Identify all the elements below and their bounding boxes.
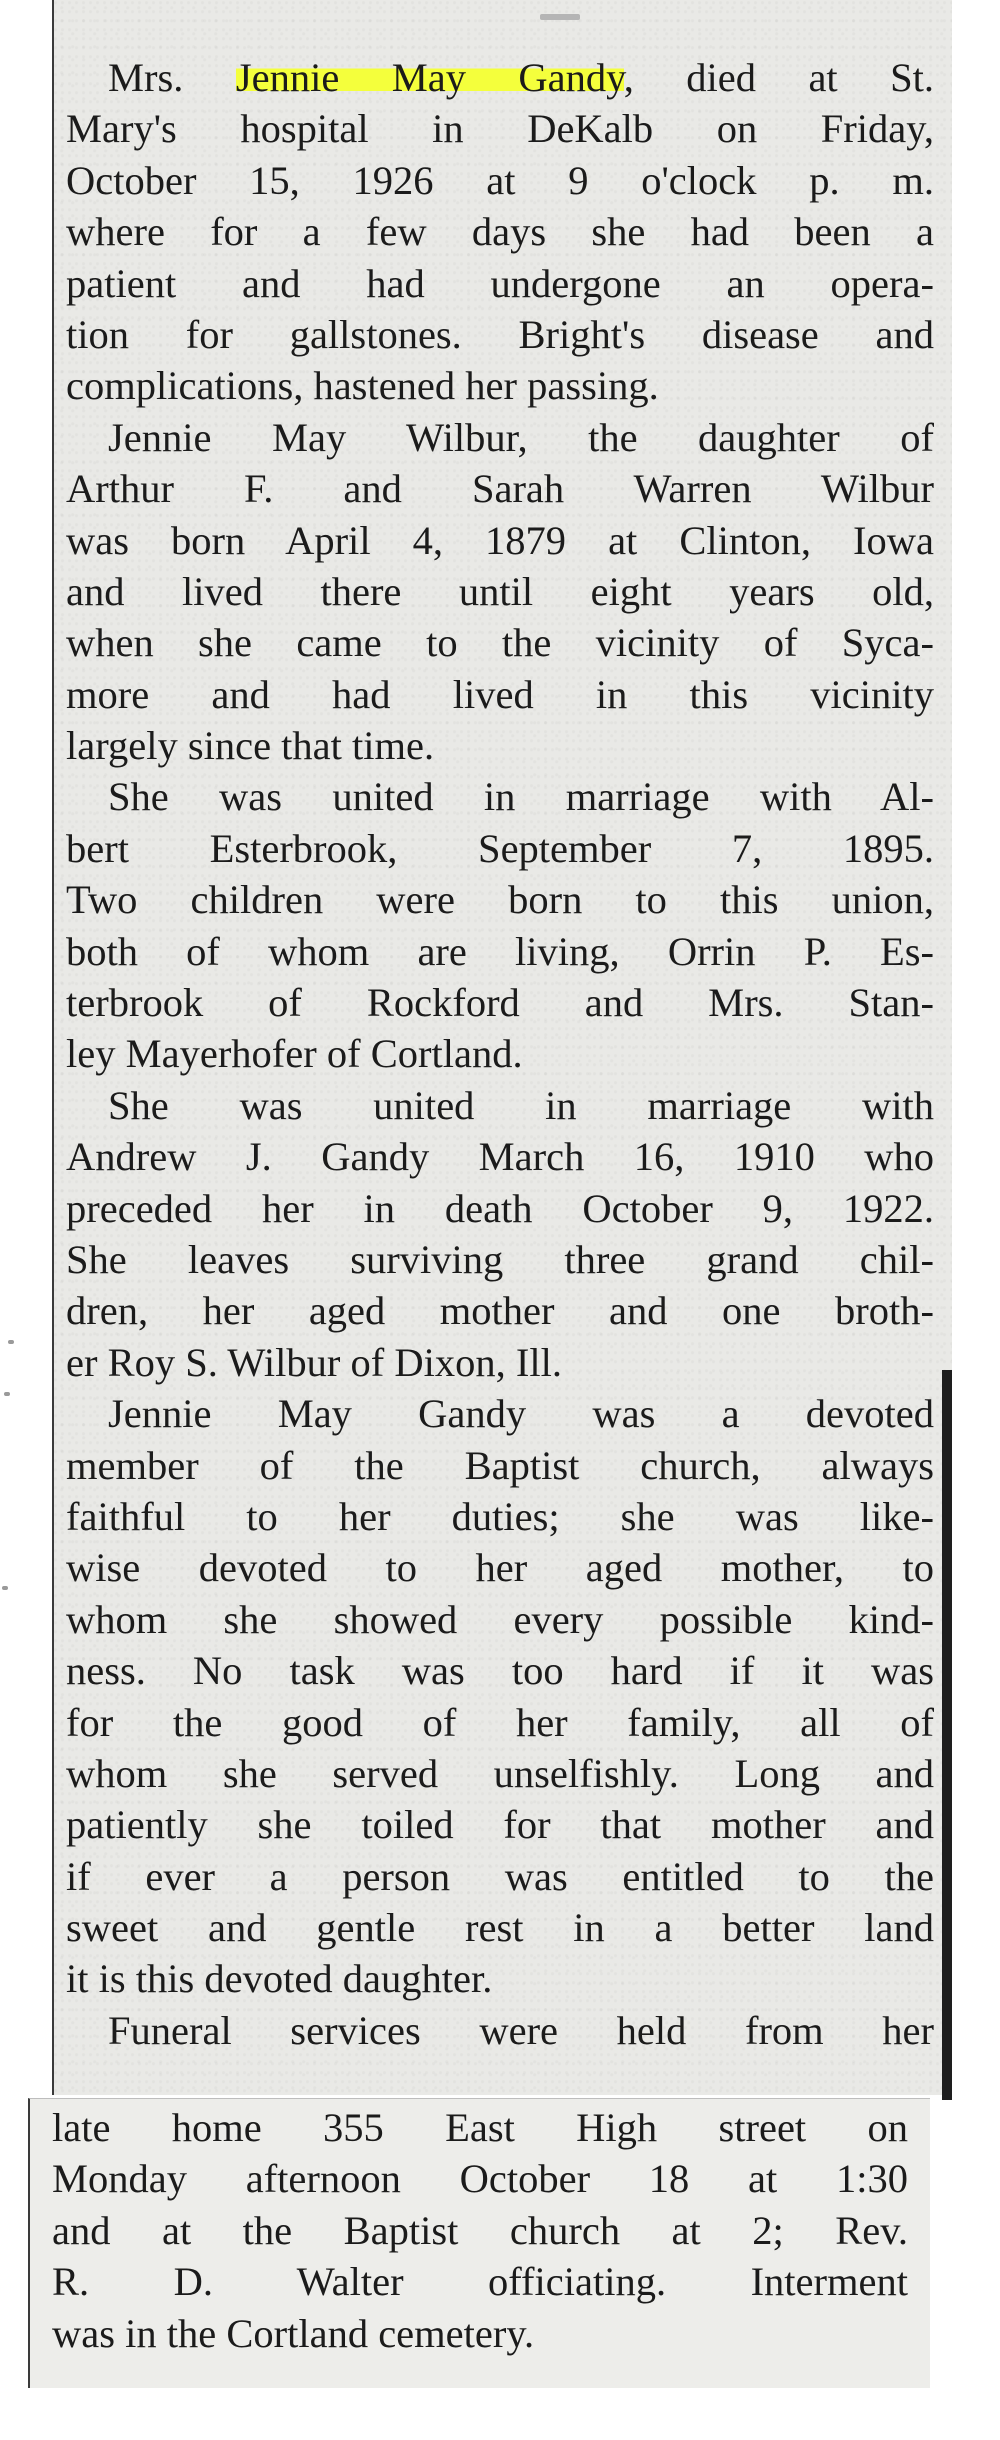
text-line: Monday afternoon October 18 at 1:30 [52, 2156, 908, 2202]
text-line: and lived there until eight years old, [66, 568, 934, 614]
text-fragment: , died at St. [623, 55, 935, 100]
text-line: preceded her in death October 9, 1922. [66, 1185, 934, 1231]
text-line: complications, hastened her passing. [66, 363, 659, 409]
text-line: faithful to her duties; she was like- [66, 1493, 934, 1539]
text-line: was in the Cortland cemetery. [52, 2310, 535, 2356]
scan-speck [4, 1392, 10, 1396]
text-line: Andrew J. Gandy March 16, 1910 who [66, 1134, 934, 1180]
text-line: tion for gallstones. Bright's disease and [66, 311, 934, 357]
text-line: Two children were born to this union, [66, 877, 934, 923]
text-line: and at the Baptist church at 2; Rev. [52, 2207, 908, 2253]
text-line: largely since that time. [66, 723, 435, 769]
text-line: dren, her aged mother and one broth- [66, 1288, 934, 1334]
text-line: Jennie May Gandy was a devoted [108, 1391, 934, 1437]
scan-speck [2, 1586, 8, 1590]
text-line: She was united in marriage with Al- [108, 774, 934, 820]
text-line: wise devoted to her aged mother, to [66, 1545, 934, 1591]
text-line: Arthur F. and Sarah Warren Wilbur [66, 466, 934, 512]
text-fragment: Mrs. [108, 55, 236, 100]
obituary-text-lower [52, 2102, 908, 2359]
text-line: sweet and gentle rest in a better land [66, 1905, 934, 1951]
text-line: Jennie May Wilbur, the daughter of [108, 414, 934, 460]
text-line: R. D. Walter officiating. Interment [52, 2259, 908, 2305]
text-line: it is this devoted daughter. [66, 1956, 493, 2002]
scan-speck [8, 1340, 14, 1344]
text-line: patiently she toiled for that mother and [66, 1802, 934, 1848]
text-line [66, 52, 934, 103]
text-line: ness. No task was too hard if it was [66, 1648, 934, 1694]
text-line: late home 355 East High street on [52, 2105, 908, 2150]
scan-speck [540, 14, 580, 20]
text-line: Funeral services were held from her [108, 2007, 934, 2053]
text-line: where for a few days she had been a [66, 209, 934, 255]
highlighted-name: Jennie May Gandy [235, 55, 624, 100]
text-line: er Roy S. Wilbur of Dixon, Ill. [66, 1339, 562, 1385]
text-line: both of whom are living, Orrin P. Es- [66, 928, 934, 974]
text-line: whom she showed every possible kind- [66, 1596, 934, 1642]
text-line: Mary's hospital in DeKalb on Friday, [66, 106, 934, 152]
text-line: for the good of her family, all of [66, 1699, 934, 1745]
text-line: whom she served unselfishly. Long and [66, 1750, 934, 1796]
text-line: if ever a person was entitled to the [66, 1853, 934, 1899]
text-line: October 15, 1926 at 9 o'clock p. m. [66, 157, 934, 203]
obituary-text-upper [66, 52, 934, 2056]
text-line: She was united in marriage with [108, 1082, 934, 1128]
text-line: more and had lived in this vicinity [66, 671, 934, 717]
text-line: terbrook of Rockford and Mrs. Stan- [66, 980, 934, 1026]
text-line: patient and had undergone an opera- [66, 260, 934, 306]
text-line: member of the Baptist church, always [66, 1442, 934, 1488]
text-line: ley Mayerhofer of Cortland. [66, 1031, 523, 1077]
text-line: when she came to the vicinity of Syca- [66, 620, 934, 666]
text-line: bert Esterbrook, September 7, 1895. [66, 825, 934, 871]
text-line: She leaves surviving three grand chil- [66, 1236, 934, 1282]
text-line: was born April 4, 1879 at Clinton, Iowa [66, 517, 934, 563]
